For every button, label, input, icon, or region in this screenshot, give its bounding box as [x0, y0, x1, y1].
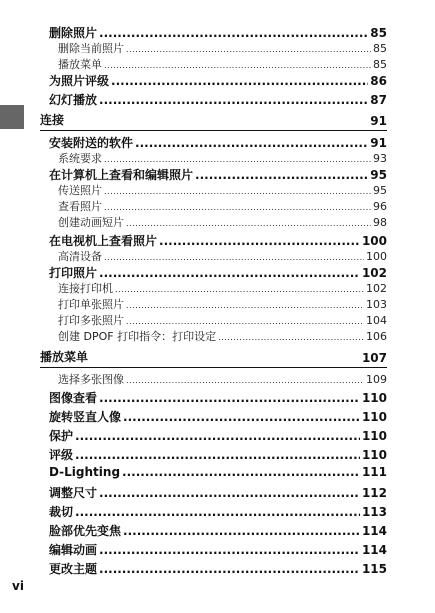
toc-entry-page: 85 [373, 42, 387, 55]
toc-entry[interactable] [0, 484, 435, 501]
toc-entry[interactable] [0, 560, 435, 577]
toc-entry[interactable] [0, 134, 435, 151]
toc-subentry[interactable] [0, 198, 435, 214]
toc-entry[interactable] [0, 522, 435, 539]
dot-leader [126, 301, 364, 310]
dot-leader [126, 219, 371, 228]
toc-entry-page: 114 [361, 524, 387, 538]
toc-entry-label: 保护 [49, 429, 74, 443]
toc-entry-page: 102 [366, 282, 387, 295]
toc-entry[interactable] [0, 541, 435, 558]
toc-entry-label: D-Lighting [49, 465, 121, 479]
section-tab-marker [0, 105, 24, 129]
toc-subentry[interactable] [0, 296, 435, 312]
dot-leader [104, 61, 371, 70]
dot-leader [75, 505, 360, 519]
dot-leader [75, 448, 360, 462]
toc-entry-page: 86 [370, 74, 387, 88]
toc-entry-label: 高清设备 [58, 250, 102, 263]
toc-entry-page: 110 [361, 448, 387, 462]
toc-entry-label: 删除当前照片 [58, 42, 124, 55]
toc-entry-label: 安装附送的软件 [49, 136, 134, 150]
toc-entry-label: 打印多张照片 [58, 314, 124, 327]
toc-entry-label: 为照片评级 [49, 74, 110, 88]
toc-subentry[interactable] [0, 328, 435, 344]
toc-entry-page: 112 [361, 486, 387, 500]
dot-leader [104, 187, 371, 196]
section-page: 107 [361, 351, 387, 365]
dot-leader [111, 74, 368, 88]
toc-entry[interactable] [0, 389, 435, 406]
toc-entry[interactable] [0, 408, 435, 425]
section-title: 播放菜单 [40, 350, 89, 364]
toc-entry-label: 连接打印机 [58, 282, 113, 295]
toc-entry-page: 85 [373, 58, 387, 71]
dot-leader [195, 168, 368, 182]
toc-entry-page: 109 [366, 373, 387, 386]
toc-subentry[interactable] [0, 248, 435, 264]
toc-entry-page: 91 [370, 136, 387, 150]
toc-entry[interactable] [0, 166, 435, 183]
dot-leader [99, 93, 368, 107]
toc-subentry[interactable] [0, 371, 435, 387]
toc-entry-page: 87 [370, 93, 387, 107]
toc-entry-label: 创建 DPOF 打印指令：打印设定 [58, 330, 217, 343]
toc-entry-page: 103 [366, 298, 387, 311]
toc-entry-label: 旋转竖直人像 [49, 410, 122, 424]
dot-leader [99, 26, 368, 40]
toc-entry[interactable] [0, 465, 435, 479]
dot-leader [126, 317, 364, 326]
dot-leader [99, 391, 360, 405]
toc-entry-label: 选择多张图像 [58, 373, 124, 386]
dot-leader [99, 562, 360, 576]
toc-entry-page: 85 [370, 26, 387, 40]
toc-entry-label: 更改主题 [49, 562, 98, 576]
toc-entry-page: 110 [361, 410, 387, 424]
dot-leader [99, 486, 360, 500]
toc-entry-label: 传送照片 [58, 184, 102, 197]
toc-subentry[interactable] [0, 312, 435, 328]
section-header-playback-menu[interactable] [40, 348, 387, 368]
toc-entry-label: 裁切 [49, 505, 74, 519]
dot-leader [126, 45, 371, 54]
toc-entry[interactable] [0, 446, 435, 463]
toc-entry-label: 脸部优先变焦 [49, 524, 122, 538]
dot-leader [99, 543, 360, 557]
section-title: 连接 [40, 113, 65, 127]
toc-entry-page: 115 [361, 562, 387, 576]
toc-subentry[interactable] [0, 182, 435, 198]
toc-entry[interactable] [0, 427, 435, 444]
toc-entry[interactable] [0, 72, 435, 89]
toc-entry-page: 100 [361, 234, 387, 248]
dot-leader [123, 524, 360, 538]
toc-entry-page: 98 [373, 216, 387, 229]
toc-subentry[interactable] [0, 40, 435, 56]
toc-subentry[interactable] [0, 214, 435, 230]
toc-entry[interactable] [0, 91, 435, 108]
dot-leader [104, 203, 371, 212]
toc-entry-label: 幻灯播放 [49, 93, 98, 107]
toc-entry-label: 播放菜单 [58, 58, 102, 71]
toc-entry-page: 114 [361, 543, 387, 557]
dot-leader [218, 333, 364, 342]
dot-leader [123, 410, 360, 424]
toc-entry-label: 在计算机上查看和编辑照片 [49, 168, 194, 182]
toc-entry-page: 96 [373, 200, 387, 213]
toc-entry-page: 100 [366, 250, 387, 263]
toc-entry-page: 95 [370, 168, 387, 182]
dot-leader [135, 136, 368, 150]
section-page: 91 [370, 114, 387, 128]
toc-entry-page: 95 [373, 184, 387, 197]
toc-entry-label: 打印单张照片 [58, 298, 124, 311]
toc-entry-page: 104 [366, 314, 387, 327]
toc-entry-label: 创建动画短片 [58, 216, 124, 229]
toc-entry-page: 93 [373, 152, 387, 165]
toc-entry-label: 系统要求 [58, 152, 102, 165]
toc-entry-label: 查看照片 [58, 200, 102, 213]
toc-entry-label: 在电视机上查看照片 [49, 234, 158, 248]
toc-entry-page: 111 [361, 465, 387, 479]
toc-entry-page: 110 [361, 429, 387, 443]
dot-leader [104, 253, 364, 262]
toc-subentry[interactable] [0, 150, 435, 166]
toc-entry-page: 113 [361, 505, 387, 519]
toc-subentry[interactable] [0, 56, 435, 72]
toc-entry-label: 打印照片 [49, 266, 98, 280]
dot-leader [99, 266, 360, 280]
toc-entry-label: 编辑动画 [49, 543, 98, 557]
toc-entry-label: 图像查看 [49, 391, 98, 405]
toc-entry-page: 102 [361, 266, 387, 280]
toc-entry-label: 删除照片 [49, 26, 98, 40]
toc-entry[interactable] [0, 503, 435, 520]
toc-entry[interactable] [0, 24, 435, 41]
toc-subentry[interactable] [0, 280, 435, 296]
toc-entry-label: 调整尺寸 [49, 486, 98, 500]
toc-entry-label: 评级 [49, 448, 74, 462]
dot-leader [126, 376, 364, 385]
dot-leader [159, 234, 360, 248]
dot-leader [104, 155, 371, 164]
dot-leader [75, 429, 360, 443]
toc-entry[interactable] [0, 232, 435, 249]
section-header-connect[interactable] [40, 111, 387, 131]
page-number: vi [12, 579, 24, 593]
dot-leader [122, 465, 360, 479]
toc-entry-page: 110 [361, 391, 387, 405]
toc-entry[interactable] [0, 264, 435, 281]
toc-entry-page: 106 [366, 330, 387, 343]
dot-leader [115, 285, 364, 294]
